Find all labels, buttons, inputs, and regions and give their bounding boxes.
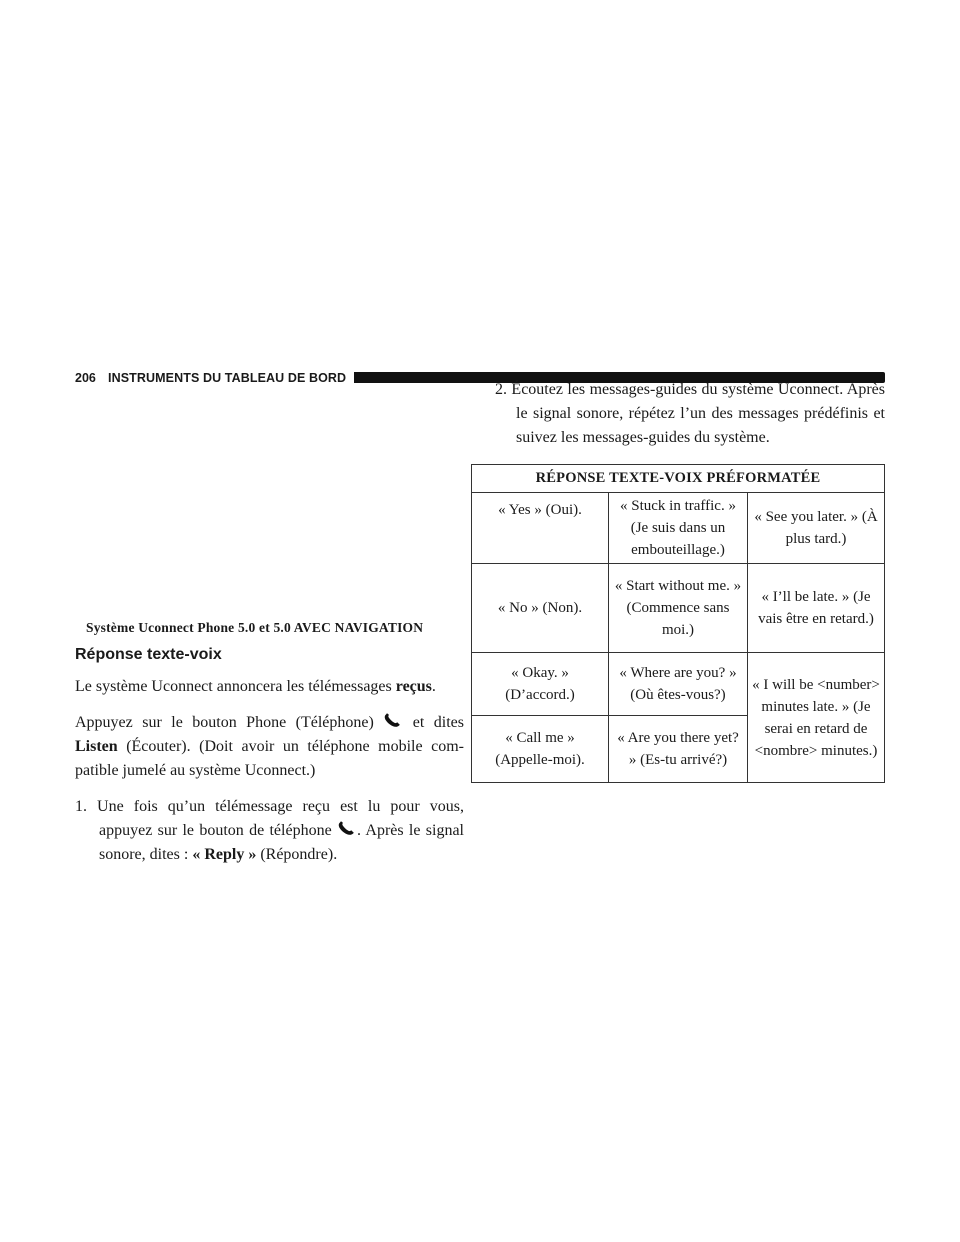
cell-stuck: « Stuck in traffic. » (Je suis dans un embouteillage.) (609, 493, 748, 564)
cell-okay: « Okay. » (D’accord.) (472, 653, 609, 716)
figure-caption: Système Uconnect Phone 5.0 et 5.0 AVEC NAVIGATION (86, 620, 424, 635)
intro-end: . (431, 678, 436, 695)
cell-no: « No » (Non). (472, 564, 609, 653)
cell-see-you: « See you later. » (À plus tard.) (748, 493, 885, 564)
page-number: 206 (75, 371, 96, 385)
step-2: 2. Écoutez les messages-guides du système Uconnect. Après le signal sonore, répétez l’un des messages prédéfinis et suivez les messages-guides du système. (495, 381, 885, 446)
phone-handset-icon (383, 713, 403, 728)
reply-keyword: « Reply » (192, 846, 257, 863)
phone-handset-icon (337, 821, 357, 836)
step-1 (75, 795, 464, 867)
step-1-text-mid: . Après le signal sonore, dites : (99, 822, 464, 863)
instruction-text: Appuyez sur le bouton Phone (Téléphone) (75, 714, 384, 731)
cell-are-you-there: « Are you there yet? » (Es-tu arrivé?) (609, 716, 748, 783)
instruction-text-end: (Écouter). (Doit avoir un téléphone mobile compatible jumelé au système Uconnect.) (75, 738, 464, 779)
intro-paragraph (75, 675, 464, 699)
cell-yes: « Yes » (Oui). (472, 493, 609, 564)
instruction-paragraph (75, 711, 464, 783)
cell-minutes: « I will be <number> minutes late. » (Je serai en retard de <nombre> minutes.) (748, 653, 885, 783)
table-title: RÉPONSE TEXTE-VOIX PRÉFORMATÉE (472, 465, 885, 493)
cell-late: « I’ll be late. » (Je vais être en retard.) (748, 564, 885, 653)
cell-call-me: « Call me » (Appelle-moi). (472, 716, 609, 783)
cell-where: « Where are you? » (Où êtes-vous?) (609, 653, 748, 716)
cell-start-without: « Start without me. » (Commence sans moi.) (609, 564, 748, 653)
preset-reply-table (471, 464, 885, 783)
intro-text: Le système Uconnect annoncera les télémessages (75, 678, 396, 695)
step-1-text-end: (Répondre). (256, 846, 338, 863)
left-column (75, 620, 464, 867)
instruction-text-mid: et dites (403, 714, 464, 731)
step-1-text: 1. Une fois qu’un télémessage reçu est lu pour vous, appuyez sur le bouton de téléphone (75, 798, 464, 839)
section-title: INSTRUMENTS DU TABLEAU DE BORD (108, 371, 347, 385)
intro-bold: reçus (395, 678, 432, 695)
listen-keyword: Listen (75, 738, 118, 755)
section-heading: Réponse texte-voix (75, 646, 222, 663)
right-column (495, 378, 885, 783)
